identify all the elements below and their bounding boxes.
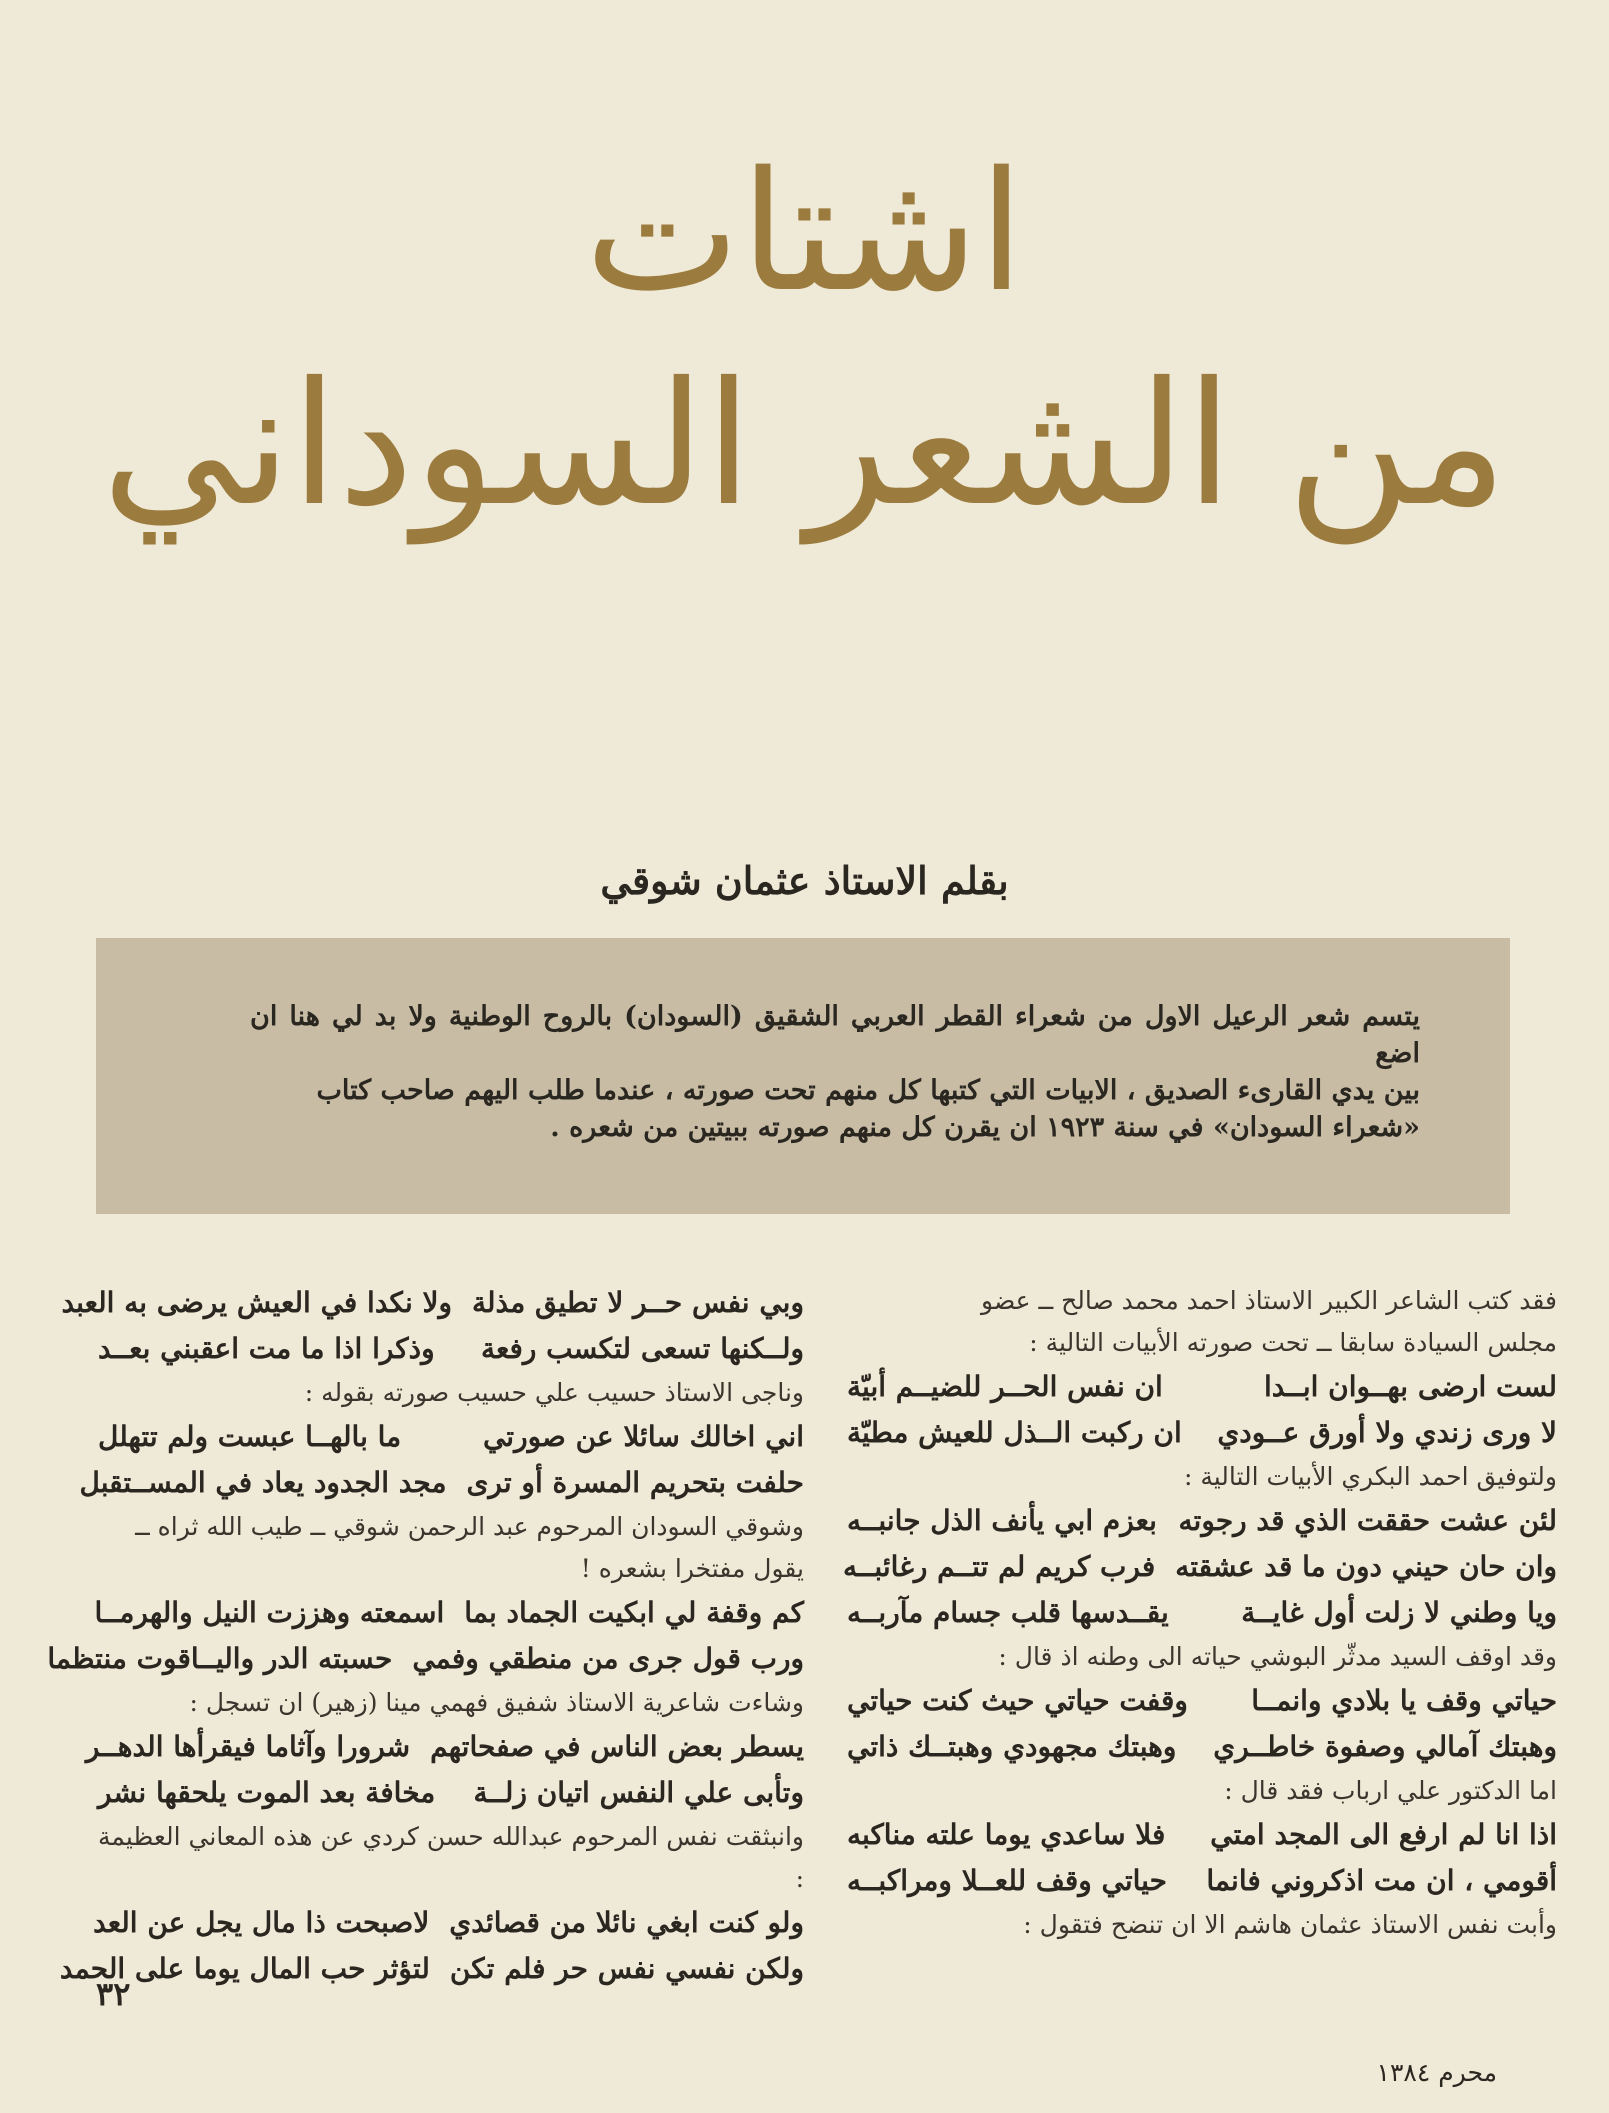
verse-line: [98, 1770, 804, 1816]
verse-line: [847, 1858, 1557, 1904]
verse-second-hemistich: وقفت حياتي حيث كنت حياتي: [847, 1684, 1188, 1717]
verse-first-hemistich: يسطر بعض الناس في صفحاتهم: [430, 1730, 804, 1763]
intro-line: يتسم شعر الرعيل الاول من شعراء القطر العربي الشقيق (السودان) بالروح الوطنية ولا بد لي هنا ان اضع: [250, 1001, 1420, 1069]
verse-first-hemistich: وبي نفس حــر لا تطيق مذلة: [472, 1286, 804, 1319]
verse-line: [47, 1636, 804, 1682]
verse-first-hemistich: لست ارضى بهــوان ابــدا: [1263, 1370, 1557, 1403]
verse-first-hemistich: أقومي ، ان مت اذكروني فانما: [1206, 1864, 1557, 1897]
verse-line: [847, 1498, 1557, 1544]
article-title-line2: من الشعر السوداني: [101, 346, 1508, 544]
verse-first-hemistich: ورب قول جرى من منطقي وفمي: [412, 1642, 804, 1675]
intro-box: [96, 938, 1510, 1214]
verse-first-hemistich: ولو كنت ابغي نائلا من قصائدي: [449, 1906, 804, 1939]
intro-text: [250, 998, 1420, 1146]
article-title-line1: اشتات: [584, 136, 1025, 328]
verse-second-hemistich: ان ركبت الــذل للعيش مطيّة: [847, 1416, 1182, 1449]
right-column: [843, 1280, 1557, 1946]
verse-line: [98, 1414, 804, 1460]
verse-second-hemistich: فلا ساعدي يوما علته مناكبه: [847, 1818, 1166, 1851]
prose-line: وقد اوقف السيد مدثّر البوشي حياته الى وطنه اذ قال :: [998, 1642, 1557, 1671]
verse-first-hemistich: اذا انا لم ارفع الى المجد امتي: [1210, 1818, 1557, 1851]
verse-first-hemistich: اني اخالك سائلا عن صورتي: [482, 1420, 804, 1453]
verse-second-hemistich: ولا نكدا في العيش يرضى به العبد: [61, 1286, 453, 1319]
verse-second-hemistich: فرب كريم لم تتــم رغائبــه: [843, 1550, 1156, 1583]
verse-second-hemistich: مخافة بعد الموت يلحقها نشر: [98, 1776, 436, 1809]
verse-line: [61, 1280, 804, 1326]
prose-line: وشاءت شاعرية الاستاذ شفيق فهمي مينا (زهير) ان تسجل :: [189, 1688, 804, 1717]
verse-first-hemistich: وان حان حيني دون ما قد عشقته: [1175, 1550, 1557, 1583]
prose-line: يقول مفتخرا بشعره !: [580, 1554, 804, 1583]
verse-second-hemistich: حياتي وقف للعــلا ومراكبــه: [847, 1864, 1167, 1897]
issue-date-footer: محرم ١٣٨٤: [1376, 2058, 1497, 2087]
verse-line: [847, 1812, 1557, 1858]
intro-line: بين يدي القارىء الصديق ، الابيات التي كتبها كل منهم تحت صورته ، عندما طلب اليهم صاحب كتاب: [316, 1075, 1420, 1106]
page-number: ٣٢: [96, 1975, 131, 2013]
verse-line: [59, 1946, 804, 1992]
prose-line: اما الدكتور علي ارباب فقد قال :: [1224, 1776, 1557, 1805]
verse-line: [85, 1724, 804, 1770]
verse-second-hemistich: اسمعته وهززت النيل والهرمــا: [94, 1596, 445, 1629]
verse-first-hemistich: لئن عشت حققت الذي قد رجوته: [1178, 1504, 1557, 1537]
verse-line: [847, 1724, 1557, 1770]
verse-second-hemistich: مجد الجدود يعاد في المســتقبل: [79, 1466, 447, 1499]
verse-second-hemistich: يقــدسها قلب جسام مآربــه: [847, 1596, 1169, 1629]
intro-line: «شعراء السودان» في سنة ١٩٢٣ ان يقرن كل منهم صورته ببيتين من شعره .: [550, 1112, 1420, 1143]
verse-second-hemistich: بعزم ابي يأنف الذل جانبــه: [847, 1504, 1157, 1537]
verse-second-hemistich: ما بالهــا عبست ولم تتهلل: [98, 1420, 402, 1453]
verse-line: [847, 1678, 1557, 1724]
verse-line: [847, 1410, 1557, 1456]
prose-line: وناجى الاستاذ حسيب علي حسيب صورته بقوله :: [304, 1378, 804, 1407]
prose-line: وانبثقت نفس المرحوم عبدالله حسن كردي عن هذه المعاني العظيمة :: [98, 1822, 804, 1893]
verse-first-hemistich: لا ورى زندي ولا أورق عــودي: [1217, 1416, 1557, 1449]
verse-second-hemistich: وهبتك مجهودي وهبتــك ذاتي: [847, 1730, 1177, 1763]
verse-line: [79, 1460, 804, 1506]
verse-second-hemistich: حسبته الدر واليــاقوت منتظما: [47, 1642, 393, 1675]
verse-second-hemistich: شرورا وآثاما فيقرأها الدهــر: [85, 1730, 411, 1763]
verse-first-hemistich: حلفت بتحريم المسرة أو ترى: [466, 1466, 804, 1499]
prose-line: مجلس السيادة سابقا ــ تحت صورته الأبيات التالية :: [1029, 1328, 1557, 1357]
verse-first-hemistich: وهبتك آمالي وصفوة خاطــري: [1213, 1730, 1557, 1763]
verse-first-hemistich: ويا وطني لا زلت أول غايــة: [1241, 1596, 1557, 1629]
verse-first-hemistich: ولكن نفسي نفس حر فلم تكن: [449, 1952, 804, 1985]
verse-line: [94, 1590, 804, 1636]
prose-line: وأبت نفس الاستاذ عثمان هاشم الا ان تنضح فتقول :: [1023, 1910, 1557, 1939]
verse-first-hemistich: حياتي وقف يا بلادي وانمــا: [1251, 1684, 1557, 1717]
verse-line: [98, 1326, 804, 1372]
author-byline: بقلم الاستاذ عثمان شوقي: [600, 858, 1009, 903]
verse-line: [93, 1900, 804, 1946]
verse-second-hemistich: وذكرا اذا ما مت اعقبني بعــد: [98, 1332, 435, 1365]
prose-line: وشوقي السودان المرحوم عبد الرحمن شوقي ــ طيب الله ثراه ــ: [135, 1512, 804, 1541]
prose-line: فقد كتب الشاعر الكبير الاستاذ احمد محمد صالح ــ عضو: [981, 1286, 1557, 1315]
verse-first-hemistich: وتأبى علي النفس اتيان زلــة: [473, 1776, 804, 1809]
verse-first-hemistich: ولــكنها تسعى لتكسب رفعة: [480, 1332, 804, 1365]
left-column: [47, 1280, 804, 1992]
verse-line: [843, 1544, 1557, 1590]
verse-line: [847, 1590, 1557, 1636]
verse-second-hemistich: لتؤثر حب المال يوما على الحمد: [59, 1952, 430, 1985]
verse-first-hemistich: كم وقفة لي ابكيت الجماد بما: [464, 1596, 804, 1629]
verse-second-hemistich: ان نفس الحــر للضيــم أبيّة: [847, 1370, 1163, 1403]
verse-line: [847, 1364, 1557, 1410]
verse-second-hemistich: لاصبحت ذا مال يجل عن العد: [93, 1906, 430, 1939]
prose-line: ولتوفيق احمد البكري الأبيات التالية :: [1183, 1462, 1557, 1491]
